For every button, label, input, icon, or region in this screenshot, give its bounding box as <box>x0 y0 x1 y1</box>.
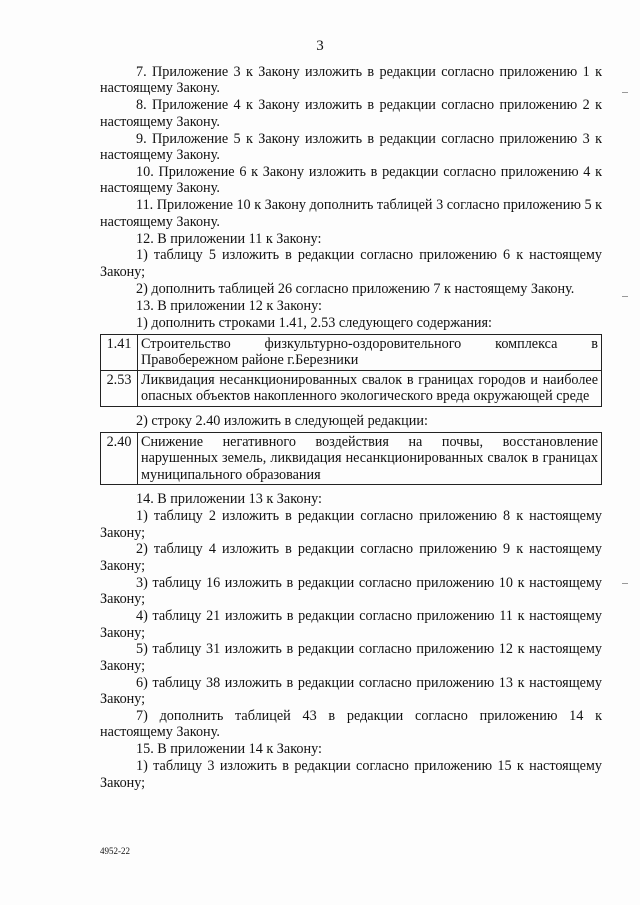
paragraph: 8. Приложение 4 к Закону изложить в редакции согласно приложению 2 к настоящему Закону. <box>100 97 602 130</box>
scan-artifact <box>622 583 628 584</box>
row-code: 2.40 <box>101 433 138 485</box>
paragraph: 2) дополнить таблицей 26 согласно приложению 7 к настоящему Закону. <box>136 280 575 297</box>
table-rows-1-41-2-53 <box>100 334 602 407</box>
paragraph: 1) таблицу 3 изложить в редакции согласно приложению 15 к настоящему Закону; <box>100 758 602 791</box>
paragraph: 6) таблицу 38 изложить в редакции согласно приложению 13 к настоящему Закону; <box>100 674 602 708</box>
paragraph: 15. В приложении 14 к Закону: <box>136 741 322 758</box>
paragraph: 1) таблицу 5 изложить в редакции согласно приложению 6 к настоящему Закону; <box>100 247 602 280</box>
paragraph: 11. Приложение 10 к Закону дополнить таблицей 3 согласно приложению 5 к настоящему Закону. <box>100 197 602 230</box>
paragraph: 3) таблицу 16 изложить в редакции согласно приложению 10 к настоящему Закону; <box>100 574 602 608</box>
paragraph: 2) таблицу 4 изложить в редакции согласно приложению 9 к настоящему Закону; <box>100 541 602 574</box>
table-row <box>101 433 602 485</box>
table-row <box>101 370 602 406</box>
document-body <box>100 64 602 792</box>
paragraph: 14. В приложении 13 к Закону: <box>136 491 322 508</box>
paragraph: 9. Приложение 5 к Закону изложить в редакции согласно приложению 3 к настоящему Закону. <box>100 130 602 164</box>
paragraph: 2) строку 2.40 изложить в следующей редакции: <box>136 412 428 429</box>
row-description: Строительство физкультурно-оздоровительного комплекса в Правобережном районе г.Березники <box>138 335 602 371</box>
footer-document-code: 4952-22 <box>100 846 130 856</box>
paragraph: 10. Приложение 6 к Закону изложить в редакции согласно приложению 4 к настоящему Закону. <box>100 163 602 197</box>
amendments-7-13 <box>100 64 602 331</box>
paragraph: 7. Приложение 3 к Закону изложить в редакции согласно приложению 1 к настоящему Закону. <box>100 64 602 97</box>
paragraph: 7) дополнить таблицей 43 в редакции согласно приложению 14 к настоящему Закону. <box>100 708 602 741</box>
scan-artifact <box>622 296 628 297</box>
amendments-14-15 <box>100 491 602 791</box>
row-code: 2.53 <box>101 370 138 406</box>
table-row-2-40 <box>100 432 602 485</box>
row-description: Снижение негативного воздействия на почвы, восстановление нарушенных земель, ликвидация несанкционированных свалок в границах муниципального образования <box>138 433 602 485</box>
table-row <box>101 335 602 371</box>
paragraph: 13. В приложении 12 к Закону: <box>136 297 322 314</box>
scan-artifact <box>622 92 628 93</box>
paragraph: 1) дополнить строками 1.41, 2.53 следующего содержания: <box>136 314 492 331</box>
paragraph: 12. В приложении 11 к Закону: <box>136 230 322 247</box>
paragraph: 4) таблицу 21 изложить в редакции согласно приложению 11 к настоящему Закону; <box>100 608 602 641</box>
row-description: Ликвидация несанкционированных свалок в границах городов и наиболее опасных объектов накопленного экологического вреда окружающей среде <box>138 370 602 406</box>
paragraph: 5) таблицу 31 изложить в редакции согласно приложению 12 к настоящему Закону; <box>100 641 602 674</box>
row-code: 1.41 <box>101 335 138 371</box>
paragraph: 1) таблицу 2 изложить в редакции согласно приложению 8 к настоящему Закону; <box>100 508 602 541</box>
page-number: 3 <box>316 38 324 54</box>
